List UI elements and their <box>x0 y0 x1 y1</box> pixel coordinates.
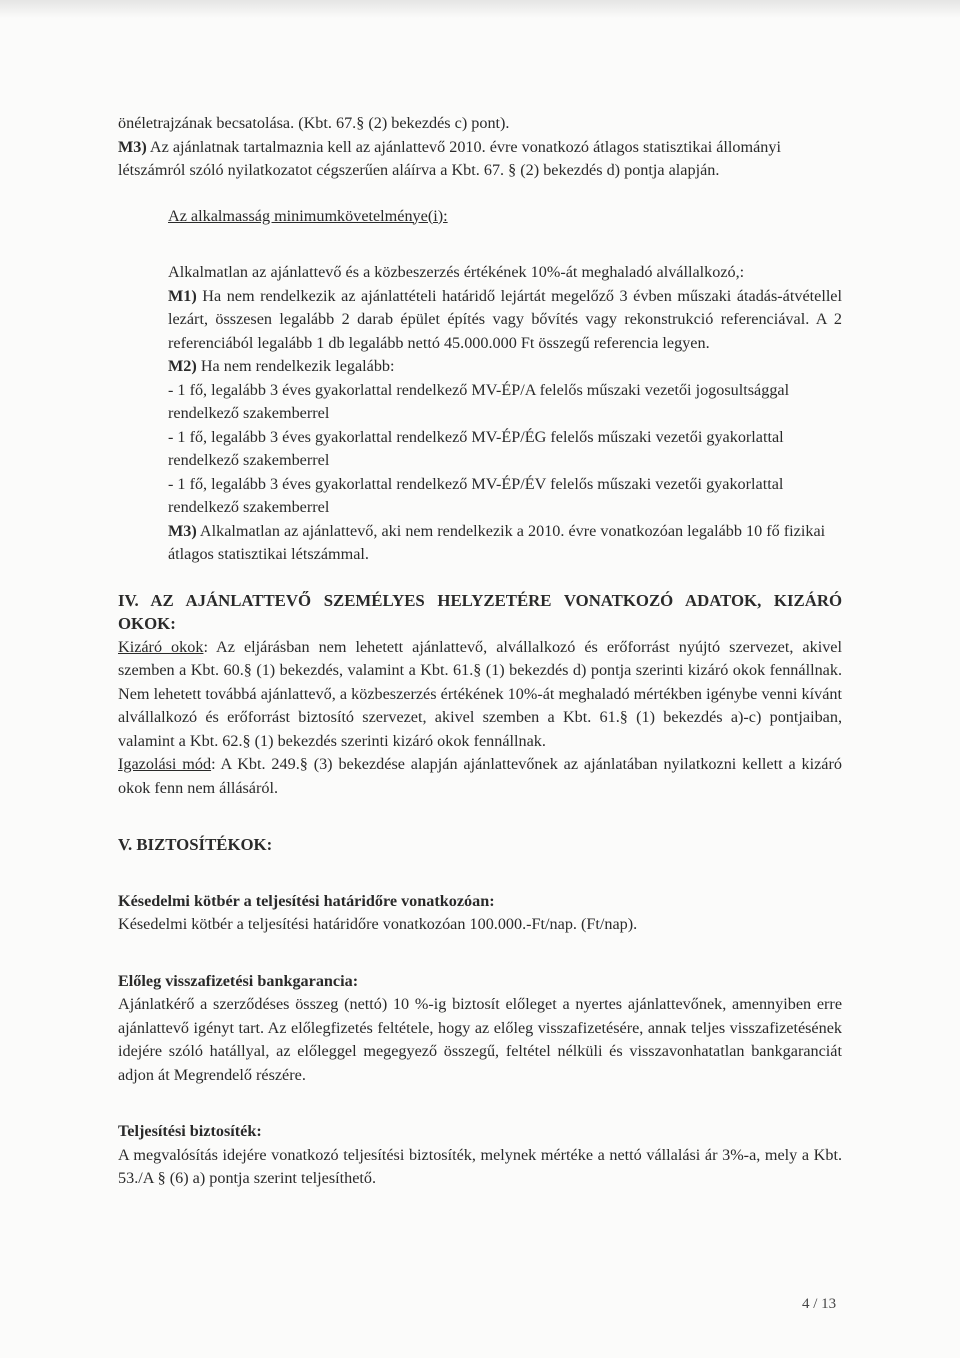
pre-m3-text: Az ajánlatnak tartalmaznia kell az ajánlattevő 2010. évre vonatkozó átlagos statisztikai állományi létszámról szóló nyilatkozatot cégszerűen aláírva a Kbt. 67. § (2) bekezdés d) pontja alapján. <box>118 137 781 179</box>
alkalmassag-intro: Alkalmatlan az ajánlattevő és a közbeszerzés értékének 10%-át meghaladó alvállalkozó,: <box>168 263 745 281</box>
m2-text: Ha nem rendelkezik legalább: <box>196 357 395 375</box>
document-page <box>118 112 842 1191</box>
eloleg-text: Ajánlatkérő a szerződéses összeg (nettó) 10 %-ig biztosít előleget a nyertes ajánlattevőnek, amennyiben erre ajánlattevő igényt tart. Az előlegfizetés feltétele, hogy az előleg visszafizetésére, annak teljes visszafizetésének idejére szóló hatállyal, az előleggel megegyező összegű, feltétel nélküli és visszavonhatatlan bankgaranciát adjon át Megrendelő részére. <box>118 995 842 1084</box>
m3-label: M3) <box>168 521 197 540</box>
kotber-text: Késedelmi kötbér a teljesítési határidőre vonatkozóan 100.000.-Ft/nap. (Ft/nap). <box>118 915 638 933</box>
section-5-heading: V. BIZTOSÍTÉKOK: <box>118 835 273 854</box>
pre-m3-paragraph <box>118 136 842 183</box>
kizaro-okok-label: Kizáró okok <box>118 637 204 656</box>
m2-item-1: - 1 fő, legalább 3 éves gyakorlattal rendelkező MV-ÉP/A felelős műszaki vezetői jogosultsággal rendelkező szakemberrel <box>168 380 790 422</box>
m1-text: Ha nem rendelkezik az ajánlattételi határidő lejártát megelőző 3 évben műszaki átadás-átvétellel lezárt, összesen legalább 2 darab épület építés vagy bővítés vagy rekonstrukció referenciával. A 2 referenciából legalább 1 db legalább nettó 45.000.000 Ft összegű referencia legyen. <box>168 286 842 352</box>
alkalmassag-block <box>118 205 842 567</box>
pre-line-1: önéletrajzának becsatolása. (Kbt. 67.§ (2) bekezdés c) pont). <box>118 114 510 132</box>
m2-paragraph <box>168 355 842 379</box>
kotber-heading: Késedelmi kötbér a teljesítési határidőre vonatkozóan: <box>118 891 495 910</box>
page-number: 4 / 13 <box>802 1296 837 1312</box>
m3-text: Alkalmatlan az ajánlattevő, aki nem rendelkezik a 2010. évre vonatkozóan legalább 10 fő fizikai átlagos statisztikai létszámmal. <box>168 521 826 563</box>
teljesitesi-text: A megvalósítás idejére vonatkozó teljesítési biztosíték, melynek mértéke a nettó vállalási ár 3%-a, mely a Kbt. 53./A § (6) a) pontja szerint teljesíthető. <box>118 1145 842 1187</box>
m2-item-3: - 1 fő, legalább 3 éves gyakorlattal rendelkező MV-ÉP/ÉV felelős műszaki vezetői gyakorlattal rendelkező szakemberrel <box>168 474 784 516</box>
igazolasi-mod-text: : A Kbt. 249.§ (3) bekezdése alapján ajánlattevőnek az ajánlatában nyilatkozni kellett a kizáró okok fenn nem állásáról. <box>118 755 842 797</box>
m1-paragraph <box>168 285 842 356</box>
m2-item-2: - 1 fő, legalább 3 éves gyakorlattal rendelkező MV-ÉP/ÉG felelős műszaki vezetői gyakorlattal rendelkező szakemberrel <box>168 427 784 469</box>
m1-label: M1) <box>168 286 197 305</box>
teljesitesi-heading: Teljesítési biztosíték: <box>118 1122 262 1140</box>
kizaro-okok-text: : Az eljárásban nem lehetett ajánlattevő, alvállalkozó és erőforrást nyújtó szervezet, akivel szemben a Kbt. 60.§ (1) bekezdés, valamint a Kbt. 61.§ (1) bekezdés d) pontja szerinti kizáró okok fennállnak. Nem lehetett továbbá ajánlattevő, a közbeszerzés értékének 10%-át meghaladó mértékben igénybe venni kívánt alvállalkozó és erőforrást biztosító szervezet, akivel szemben a Kbt. 61.§ (1) bekezdés a)-c) pontjaiban, valamint a Kbt. 62.§ (1) bekezdés szerinti kizáró okok fennállnak. <box>118 637 842 750</box>
alkalmassag-heading: Az alkalmasság minimumkövetelménye(i): <box>168 206 448 225</box>
m2-label: M2) <box>168 357 197 375</box>
igazolasi-mod-paragraph <box>118 753 842 800</box>
m3-paragraph <box>168 520 842 567</box>
scan-top-edge <box>0 0 960 18</box>
eloleg-heading: Előleg visszafizetési bankgarancia: <box>118 971 359 990</box>
section-4-heading: IV. AZ AJÁNLATTEVŐ SZEMÉLYES HELYZETÉRE VONATKOZÓ ADATOK, KIZÁRÓ OKOK: <box>118 590 842 633</box>
igazolasi-mod-label: Igazolási mód <box>118 755 212 773</box>
pre-m3-label: M3) <box>118 137 147 156</box>
kizaro-okok-paragraph <box>118 636 842 754</box>
